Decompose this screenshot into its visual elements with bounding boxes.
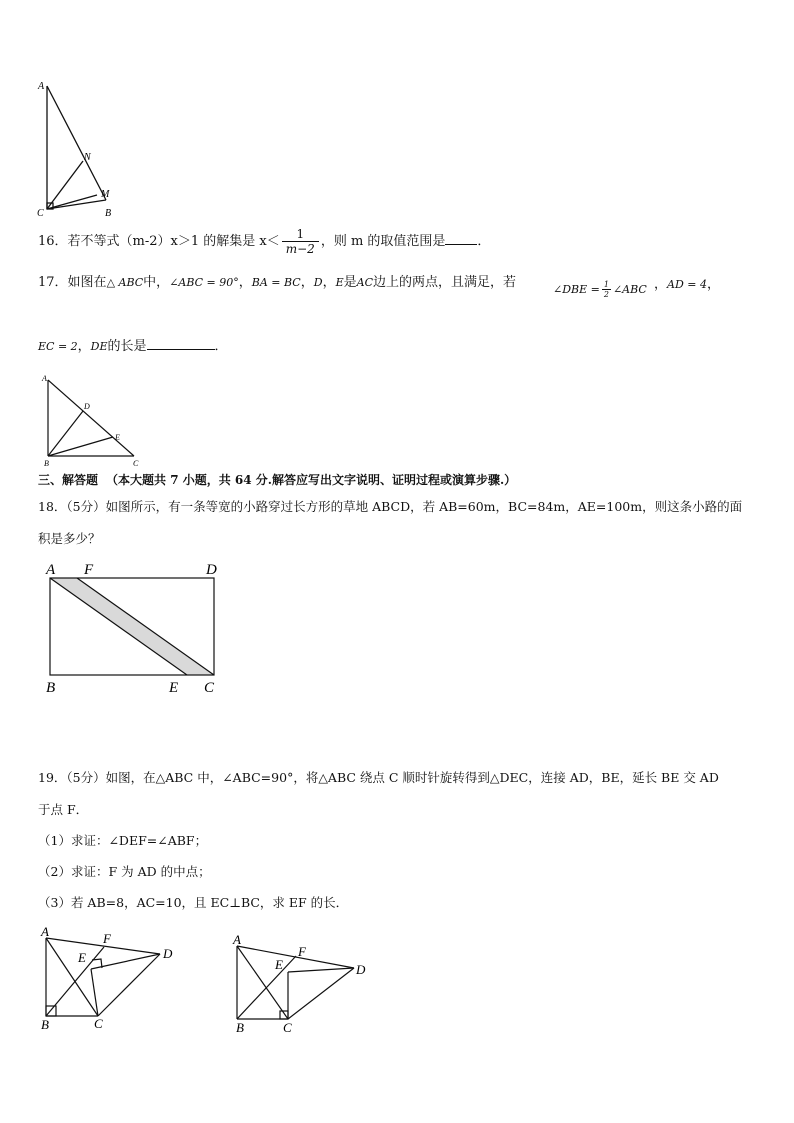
label-D: D bbox=[84, 402, 90, 411]
question-17-line2: EC = 2，DE的长是 ． bbox=[38, 339, 228, 354]
label-A: A bbox=[42, 374, 47, 383]
label-F: F bbox=[84, 562, 94, 578]
label-A: A bbox=[46, 562, 56, 578]
q16-fraction bbox=[282, 227, 319, 256]
q16-frac-den: m−2 bbox=[285, 242, 315, 256]
label-D: D bbox=[356, 962, 366, 977]
figure-q19-right bbox=[228, 928, 378, 1040]
label-M: M bbox=[101, 189, 110, 200]
q17-half-fraction: $\frac{1}{2}$ bbox=[603, 280, 609, 299]
question-19-line1: 19．（5分）如图，在△ABC 中，∠ABC=90°，将△ABC 绕点 C 顺时针旋转得到△DEC，连接 AD，BE，延长 BE 交 AD bbox=[38, 770, 719, 785]
label-E: E bbox=[275, 957, 283, 972]
label-C: C bbox=[283, 1020, 292, 1035]
label-B: B bbox=[46, 680, 56, 696]
question-19-part3: （3）若 AB=8，AC=10，且 EC⊥BC，求 EF 的长． bbox=[38, 895, 349, 910]
label-A: A bbox=[38, 81, 45, 92]
label-C: C bbox=[204, 680, 215, 696]
section-3-label: 三、解答题 bbox=[38, 473, 99, 487]
label-B: B bbox=[41, 1017, 49, 1032]
label-D: D bbox=[206, 562, 217, 578]
label-F: F bbox=[103, 931, 111, 946]
label-D: D bbox=[163, 946, 173, 961]
label-B: B bbox=[44, 459, 49, 468]
q16-frac-num: 1 bbox=[282, 227, 319, 242]
figure-q17 bbox=[38, 370, 148, 468]
figure-q19-left bbox=[36, 922, 186, 1034]
label-C: C bbox=[133, 459, 139, 468]
label-E: E bbox=[169, 680, 179, 696]
question-19-part1: （1）求证：∠DEF=∠ABF； bbox=[38, 833, 208, 848]
q17-ad: ，AD = 4， bbox=[654, 277, 721, 292]
section-3-header bbox=[38, 471, 516, 489]
q16-text-pre: 若不等式（m-2）x＞1 的解集是 x＜ bbox=[67, 234, 280, 249]
question-18-line2: 积是多少？ bbox=[38, 531, 101, 546]
label-E: E bbox=[78, 950, 86, 965]
question-16: 16．若不等式（m-2）x＞1 的解集是 x＜ $\frac{1}{m-2}$ ，则 m 的取值范围是 ． bbox=[38, 227, 491, 256]
question-19-part2: （2）求证：F 为 AD 的中点； bbox=[38, 864, 211, 879]
q16-number: 16． bbox=[38, 234, 68, 249]
label-B: B bbox=[105, 208, 112, 219]
figure-q15 bbox=[30, 78, 120, 220]
label-A: A bbox=[41, 924, 49, 939]
label-A: A bbox=[233, 932, 241, 947]
question-17-line1: 17．如图在△ ABC中，∠ABC = 90°，BA = BC，D，E是AC边上的两点，且满足，若 bbox=[38, 275, 517, 290]
q17-answer-blank[interactable] bbox=[147, 337, 215, 350]
question-19-line2: 于点 F． bbox=[38, 802, 89, 817]
label-F: F bbox=[298, 944, 306, 959]
q17-number: 17． bbox=[38, 275, 68, 290]
figure-q18 bbox=[40, 558, 230, 698]
label-C: C bbox=[94, 1016, 103, 1031]
label-C: C bbox=[37, 208, 44, 219]
q17-angle-expression: ∠DBE = $\frac{1}{2}$ ∠ABC bbox=[553, 280, 647, 299]
label-E: E bbox=[115, 433, 120, 442]
label-B: B bbox=[236, 1020, 244, 1035]
label-N: N bbox=[84, 152, 91, 163]
q16-answer-blank[interactable] bbox=[445, 232, 477, 245]
q16-text-post: ，则 m 的取值范围是 bbox=[320, 234, 446, 249]
section-3-description: （本大题共 7 小题，共 64 分.解答应写出文字说明、证明过程或演算步骤.） bbox=[106, 473, 517, 487]
question-18-line1: 18．（5分）如图所示，有一条等宽的小路穿过长方形的草地 ABCD，若 AB=60m，BC=84m，AE=100m，则这条小路的面 bbox=[38, 499, 743, 514]
